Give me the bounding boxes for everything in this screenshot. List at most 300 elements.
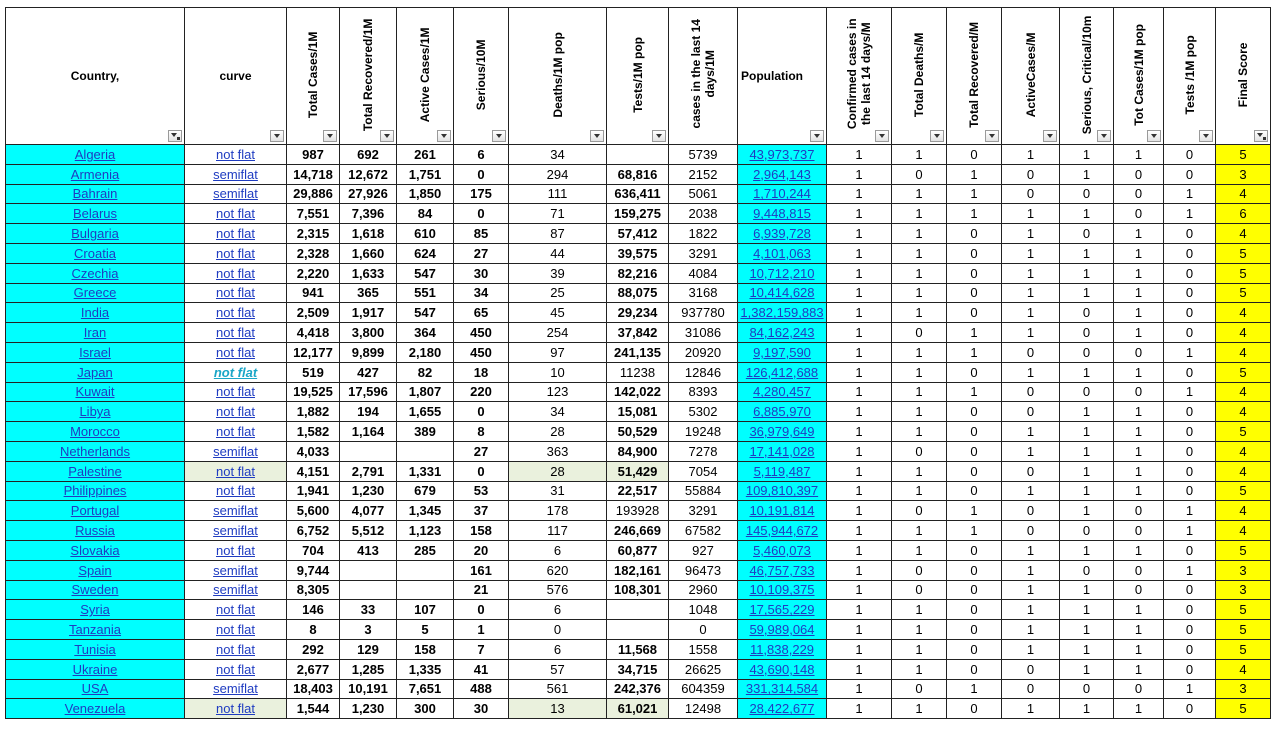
country-link[interactable]: Ukraine xyxy=(72,661,118,677)
cell-score-tot-cases[interactable] xyxy=(1114,382,1164,402)
cell-score-confirmed[interactable] xyxy=(827,145,892,165)
cell-tests[interactable] xyxy=(607,560,669,580)
cell-country[interactable] xyxy=(6,560,185,580)
country-link[interactable]: Czechia xyxy=(71,265,119,281)
cell-total-cases[interactable] xyxy=(287,263,340,283)
cell-score-tests[interactable] xyxy=(1164,461,1216,481)
cell-country[interactable] xyxy=(6,263,185,283)
cell-score-active[interactable] xyxy=(1002,283,1060,303)
cell-score-active[interactable] xyxy=(1002,600,1060,620)
cell-cases-14-days[interactable] xyxy=(669,481,738,501)
population-link[interactable]: 11,838,229 xyxy=(749,641,815,657)
cell-score-tests[interactable] xyxy=(1164,224,1216,244)
cell-active-cases[interactable] xyxy=(397,659,454,679)
cell-score-deaths[interactable] xyxy=(892,402,947,422)
cell-score-tot-cases[interactable] xyxy=(1114,263,1164,283)
cell-active-cases[interactable] xyxy=(397,481,454,501)
cell-population[interactable] xyxy=(738,402,827,422)
cell-score-confirmed[interactable] xyxy=(827,362,892,382)
cell-cases-14-days[interactable] xyxy=(669,659,738,679)
cell-score-serious[interactable] xyxy=(1060,323,1114,343)
cell-population[interactable] xyxy=(738,580,827,600)
cell-tests[interactable] xyxy=(607,323,669,343)
cell-deaths[interactable] xyxy=(509,441,607,461)
cell-active-cases[interactable] xyxy=(397,441,454,461)
cell-serious[interactable] xyxy=(454,164,509,184)
population-link[interactable]: 10,109,375 xyxy=(749,582,815,598)
cell-tests[interactable] xyxy=(607,699,669,719)
cell-serious[interactable] xyxy=(454,461,509,481)
cell-score-recovered[interactable] xyxy=(947,679,1002,699)
population-link[interactable]: 84,162,243 xyxy=(749,325,815,341)
curve-link[interactable]: not flat xyxy=(215,641,256,657)
cell-score-active[interactable] xyxy=(1002,679,1060,699)
cell-score-serious[interactable] xyxy=(1060,659,1114,679)
curve-link[interactable]: not flat xyxy=(215,661,256,677)
curve-link[interactable]: not flat xyxy=(215,206,256,222)
cell-deaths[interactable] xyxy=(509,659,607,679)
filter-dropdown-icon[interactable] xyxy=(985,130,999,142)
cell-score-recovered[interactable] xyxy=(947,639,1002,659)
cell-tests[interactable] xyxy=(607,659,669,679)
filter-dropdown-icon[interactable] xyxy=(1097,130,1111,142)
cell-deaths[interactable] xyxy=(509,699,607,719)
cell-cases-14-days[interactable] xyxy=(669,382,738,402)
cell-final-score[interactable] xyxy=(1216,600,1271,620)
cell-curve[interactable] xyxy=(185,580,287,600)
cell-score-active[interactable] xyxy=(1002,639,1060,659)
population-link[interactable]: 10,712,210 xyxy=(749,265,815,281)
cell-total-recovered[interactable] xyxy=(340,679,397,699)
cell-serious[interactable] xyxy=(454,362,509,382)
cell-cases-14-days[interactable] xyxy=(669,204,738,224)
cell-score-recovered[interactable] xyxy=(947,263,1002,283)
cell-country[interactable] xyxy=(6,283,185,303)
curve-link[interactable]: semiflat xyxy=(213,582,258,598)
cell-score-deaths[interactable] xyxy=(892,303,947,323)
cell-deaths[interactable] xyxy=(509,323,607,343)
cell-curve[interactable] xyxy=(185,501,287,521)
cell-score-active[interactable] xyxy=(1002,659,1060,679)
cell-score-deaths[interactable] xyxy=(892,224,947,244)
cell-tests[interactable] xyxy=(607,441,669,461)
cell-cases-14-days[interactable] xyxy=(669,620,738,640)
population-link[interactable]: 10,414,628 xyxy=(749,285,815,301)
cell-country[interactable] xyxy=(6,679,185,699)
curve-link[interactable]: not flat xyxy=(215,542,256,558)
cell-curve[interactable] xyxy=(185,620,287,640)
cell-score-deaths[interactable] xyxy=(892,600,947,620)
cell-country[interactable] xyxy=(6,461,185,481)
cell-tests[interactable] xyxy=(607,184,669,204)
cell-total-cases[interactable] xyxy=(287,402,340,422)
cell-curve[interactable] xyxy=(185,540,287,560)
cell-score-serious[interactable] xyxy=(1060,501,1114,521)
cell-population[interactable] xyxy=(738,540,827,560)
cell-tests[interactable] xyxy=(607,382,669,402)
cell-active-cases[interactable] xyxy=(397,362,454,382)
cell-score-tests[interactable] xyxy=(1164,639,1216,659)
cell-score-serious[interactable] xyxy=(1060,481,1114,501)
cell-score-confirmed[interactable] xyxy=(827,600,892,620)
cell-serious[interactable] xyxy=(454,501,509,521)
cell-score-deaths[interactable] xyxy=(892,204,947,224)
cell-final-score[interactable] xyxy=(1216,422,1271,442)
country-link[interactable]: Venezuela xyxy=(64,701,126,717)
cell-total-recovered[interactable] xyxy=(340,580,397,600)
cell-score-deaths[interactable] xyxy=(892,164,947,184)
cell-cases-14-days[interactable] xyxy=(669,164,738,184)
cell-active-cases[interactable] xyxy=(397,204,454,224)
cell-score-recovered[interactable] xyxy=(947,481,1002,501)
country-link[interactable]: Philippines xyxy=(63,483,127,499)
cell-curve[interactable] xyxy=(185,461,287,481)
cell-country[interactable] xyxy=(6,323,185,343)
cell-tests[interactable] xyxy=(607,422,669,442)
cell-tests[interactable] xyxy=(607,204,669,224)
country-link[interactable]: USA xyxy=(81,681,109,697)
cell-active-cases[interactable] xyxy=(397,184,454,204)
country-link[interactable]: Syria xyxy=(80,602,110,618)
cell-score-deaths[interactable] xyxy=(892,184,947,204)
curve-link[interactable]: not flat xyxy=(215,602,256,618)
cell-total-recovered[interactable] xyxy=(340,323,397,343)
cell-active-cases[interactable] xyxy=(397,402,454,422)
cell-total-recovered[interactable] xyxy=(340,441,397,461)
population-link[interactable]: 36,979,649 xyxy=(749,424,815,440)
curve-link[interactable]: not flat xyxy=(215,424,256,440)
curve-link[interactable]: not flat xyxy=(215,226,256,242)
cell-score-confirmed[interactable] xyxy=(827,659,892,679)
cell-total-recovered[interactable] xyxy=(340,600,397,620)
cell-score-active[interactable] xyxy=(1002,323,1060,343)
country-link[interactable]: Morocco xyxy=(70,424,120,440)
curve-link[interactable]: not flat xyxy=(215,245,256,261)
cell-score-tot-cases[interactable] xyxy=(1114,639,1164,659)
cell-country[interactable] xyxy=(6,441,185,461)
cell-total-recovered[interactable] xyxy=(340,283,397,303)
cell-serious[interactable] xyxy=(454,382,509,402)
cell-score-deaths[interactable] xyxy=(892,382,947,402)
cell-final-score[interactable] xyxy=(1216,402,1271,422)
cell-deaths[interactable] xyxy=(509,560,607,580)
cell-curve[interactable] xyxy=(185,342,287,362)
cell-score-active[interactable] xyxy=(1002,263,1060,283)
cell-score-tests[interactable] xyxy=(1164,560,1216,580)
population-link[interactable]: 17,141,028 xyxy=(749,443,815,459)
cell-score-deaths[interactable] xyxy=(892,699,947,719)
cell-active-cases[interactable] xyxy=(397,501,454,521)
cell-score-tot-cases[interactable] xyxy=(1114,699,1164,719)
cell-score-recovered[interactable] xyxy=(947,145,1002,165)
cell-country[interactable] xyxy=(6,521,185,541)
cell-country[interactable] xyxy=(6,362,185,382)
cell-score-tests[interactable] xyxy=(1164,659,1216,679)
cell-score-deaths[interactable] xyxy=(892,342,947,362)
cell-total-recovered[interactable] xyxy=(340,184,397,204)
cell-score-deaths[interactable] xyxy=(892,521,947,541)
cell-total-cases[interactable] xyxy=(287,204,340,224)
cell-serious[interactable] xyxy=(454,323,509,343)
cell-population[interactable] xyxy=(738,600,827,620)
filter-dropdown-icon[interactable] xyxy=(270,130,284,142)
cell-total-cases[interactable] xyxy=(287,699,340,719)
cell-score-active[interactable] xyxy=(1002,501,1060,521)
cell-score-tot-cases[interactable] xyxy=(1114,204,1164,224)
cell-deaths[interactable] xyxy=(509,184,607,204)
cell-score-recovered[interactable] xyxy=(947,243,1002,263)
filter-dropdown-icon[interactable] xyxy=(590,130,604,142)
cell-score-active[interactable] xyxy=(1002,422,1060,442)
cell-serious[interactable] xyxy=(454,699,509,719)
country-link[interactable]: Japan xyxy=(77,364,113,380)
cell-score-serious[interactable] xyxy=(1060,639,1114,659)
cell-score-confirmed[interactable] xyxy=(827,283,892,303)
cell-score-active[interactable] xyxy=(1002,204,1060,224)
curve-link[interactable]: not flat xyxy=(213,364,258,380)
cell-curve[interactable] xyxy=(185,184,287,204)
cell-serious[interactable] xyxy=(454,283,509,303)
curve-link[interactable]: semiflat xyxy=(213,443,258,459)
cell-total-cases[interactable] xyxy=(287,620,340,640)
cell-score-tot-cases[interactable] xyxy=(1114,521,1164,541)
cell-curve[interactable] xyxy=(185,224,287,244)
cell-curve[interactable] xyxy=(185,659,287,679)
cell-score-confirmed[interactable] xyxy=(827,501,892,521)
cell-population[interactable] xyxy=(738,342,827,362)
curve-link[interactable]: not flat xyxy=(215,384,256,400)
filter-dropdown-icon[interactable] xyxy=(1043,130,1057,142)
country-link[interactable]: Greece xyxy=(73,285,117,301)
cell-country[interactable] xyxy=(6,580,185,600)
cell-tests[interactable] xyxy=(607,342,669,362)
cell-active-cases[interactable] xyxy=(397,461,454,481)
cell-score-confirmed[interactable] xyxy=(827,461,892,481)
cell-curve[interactable] xyxy=(185,679,287,699)
cell-score-tot-cases[interactable] xyxy=(1114,679,1164,699)
cell-score-confirmed[interactable] xyxy=(827,481,892,501)
cell-score-tests[interactable] xyxy=(1164,184,1216,204)
population-link[interactable]: 9,197,590 xyxy=(753,344,811,360)
cell-cases-14-days[interactable] xyxy=(669,600,738,620)
cell-final-score[interactable] xyxy=(1216,263,1271,283)
cell-total-cases[interactable] xyxy=(287,323,340,343)
cell-total-cases[interactable] xyxy=(287,441,340,461)
cell-score-recovered[interactable] xyxy=(947,164,1002,184)
cell-total-cases[interactable] xyxy=(287,422,340,442)
cell-score-tot-cases[interactable] xyxy=(1114,323,1164,343)
cell-score-serious[interactable] xyxy=(1060,580,1114,600)
population-link[interactable]: 6,939,728 xyxy=(753,226,811,242)
cell-serious[interactable] xyxy=(454,303,509,323)
curve-link[interactable]: not flat xyxy=(215,622,256,638)
cell-total-cases[interactable] xyxy=(287,164,340,184)
cell-serious[interactable] xyxy=(454,540,509,560)
cell-score-recovered[interactable] xyxy=(947,283,1002,303)
cell-score-confirmed[interactable] xyxy=(827,263,892,283)
population-link[interactable]: 5,119,487 xyxy=(753,463,811,479)
cell-total-recovered[interactable] xyxy=(340,145,397,165)
cell-total-cases[interactable] xyxy=(287,580,340,600)
cell-deaths[interactable] xyxy=(509,639,607,659)
country-link[interactable]: Libya xyxy=(79,404,111,420)
cell-score-serious[interactable] xyxy=(1060,521,1114,541)
cell-curve[interactable] xyxy=(185,204,287,224)
cell-score-confirmed[interactable] xyxy=(827,422,892,442)
cell-population[interactable] xyxy=(738,382,827,402)
filter-dropdown-icon[interactable] xyxy=(810,130,824,142)
cell-country[interactable] xyxy=(6,659,185,679)
cell-score-recovered[interactable] xyxy=(947,699,1002,719)
cell-score-tests[interactable] xyxy=(1164,243,1216,263)
cell-score-deaths[interactable] xyxy=(892,441,947,461)
cell-deaths[interactable] xyxy=(509,501,607,521)
cell-score-tests[interactable] xyxy=(1164,600,1216,620)
cell-total-cases[interactable] xyxy=(287,461,340,481)
cell-curve[interactable] xyxy=(185,362,287,382)
cell-score-serious[interactable] xyxy=(1060,224,1114,244)
curve-link[interactable]: semiflat xyxy=(213,186,258,202)
cell-score-deaths[interactable] xyxy=(892,540,947,560)
cell-score-serious[interactable] xyxy=(1060,699,1114,719)
cell-active-cases[interactable] xyxy=(397,699,454,719)
cell-deaths[interactable] xyxy=(509,303,607,323)
cell-deaths[interactable] xyxy=(509,283,607,303)
cell-total-recovered[interactable] xyxy=(340,263,397,283)
cell-population[interactable] xyxy=(738,323,827,343)
cell-cases-14-days[interactable] xyxy=(669,303,738,323)
cell-total-cases[interactable] xyxy=(287,342,340,362)
cell-score-serious[interactable] xyxy=(1060,402,1114,422)
cell-total-cases[interactable] xyxy=(287,659,340,679)
cell-score-recovered[interactable] xyxy=(947,600,1002,620)
cell-score-confirmed[interactable] xyxy=(827,639,892,659)
curve-link[interactable]: not flat xyxy=(215,305,256,321)
cell-serious[interactable] xyxy=(454,580,509,600)
cell-score-deaths[interactable] xyxy=(892,283,947,303)
cell-score-tot-cases[interactable] xyxy=(1114,600,1164,620)
cell-total-cases[interactable] xyxy=(287,382,340,402)
cell-total-cases[interactable] xyxy=(287,303,340,323)
country-link[interactable]: Tunisia xyxy=(74,641,116,657)
filter-dropdown-icon[interactable] xyxy=(1147,130,1161,142)
cell-total-cases[interactable] xyxy=(287,639,340,659)
cell-score-tot-cases[interactable] xyxy=(1114,501,1164,521)
cell-country[interactable] xyxy=(6,699,185,719)
cell-total-recovered[interactable] xyxy=(340,481,397,501)
cell-population[interactable] xyxy=(738,184,827,204)
cell-score-recovered[interactable] xyxy=(947,521,1002,541)
cell-population[interactable] xyxy=(738,639,827,659)
cell-country[interactable] xyxy=(6,481,185,501)
cell-score-active[interactable] xyxy=(1002,224,1060,244)
population-link[interactable]: 43,973,737 xyxy=(749,146,815,162)
cell-deaths[interactable] xyxy=(509,679,607,699)
cell-country[interactable] xyxy=(6,422,185,442)
cell-tests[interactable] xyxy=(607,402,669,422)
cell-active-cases[interactable] xyxy=(397,521,454,541)
cell-cases-14-days[interactable] xyxy=(669,699,738,719)
cell-score-tests[interactable] xyxy=(1164,501,1216,521)
cell-score-tot-cases[interactable] xyxy=(1114,164,1164,184)
curve-link[interactable]: not flat xyxy=(215,463,256,479)
cell-total-recovered[interactable] xyxy=(340,402,397,422)
cell-score-recovered[interactable] xyxy=(947,422,1002,442)
cell-population[interactable] xyxy=(738,145,827,165)
cell-score-tests[interactable] xyxy=(1164,679,1216,699)
cell-score-recovered[interactable] xyxy=(947,224,1002,244)
cell-final-score[interactable] xyxy=(1216,580,1271,600)
cell-total-recovered[interactable] xyxy=(340,540,397,560)
cell-curve[interactable] xyxy=(185,441,287,461)
country-link[interactable]: Iran xyxy=(83,325,107,341)
cell-final-score[interactable] xyxy=(1216,699,1271,719)
cell-curve[interactable] xyxy=(185,699,287,719)
cell-population[interactable] xyxy=(738,441,827,461)
cell-score-serious[interactable] xyxy=(1060,303,1114,323)
curve-link[interactable]: semiflat xyxy=(213,681,258,697)
cell-total-cases[interactable] xyxy=(287,600,340,620)
cell-population[interactable] xyxy=(738,303,827,323)
cell-tests[interactable] xyxy=(607,164,669,184)
cell-score-confirmed[interactable] xyxy=(827,620,892,640)
cell-cases-14-days[interactable] xyxy=(669,441,738,461)
curve-link[interactable]: semiflat xyxy=(213,503,258,519)
cell-total-recovered[interactable] xyxy=(340,659,397,679)
cell-score-serious[interactable] xyxy=(1060,204,1114,224)
cell-cases-14-days[interactable] xyxy=(669,184,738,204)
cell-score-tests[interactable] xyxy=(1164,481,1216,501)
cell-score-tests[interactable] xyxy=(1164,342,1216,362)
cell-deaths[interactable] xyxy=(509,600,607,620)
cell-tests[interactable] xyxy=(607,521,669,541)
filter-dropdown-icon[interactable] xyxy=(380,130,394,142)
cell-deaths[interactable] xyxy=(509,204,607,224)
cell-serious[interactable] xyxy=(454,600,509,620)
curve-link[interactable]: not flat xyxy=(215,404,256,420)
cell-score-tests[interactable] xyxy=(1164,283,1216,303)
cell-score-active[interactable] xyxy=(1002,540,1060,560)
filter-dropdown-icon[interactable] xyxy=(323,130,337,142)
cell-active-cases[interactable] xyxy=(397,382,454,402)
cell-score-serious[interactable] xyxy=(1060,679,1114,699)
cell-score-deaths[interactable] xyxy=(892,461,947,481)
cell-score-deaths[interactable] xyxy=(892,679,947,699)
cell-active-cases[interactable] xyxy=(397,263,454,283)
filter-dropdown-icon[interactable] xyxy=(652,130,666,142)
cell-final-score[interactable] xyxy=(1216,243,1271,263)
cell-final-score[interactable] xyxy=(1216,461,1271,481)
cell-score-deaths[interactable] xyxy=(892,560,947,580)
cell-score-serious[interactable] xyxy=(1060,164,1114,184)
curve-link[interactable]: not flat xyxy=(215,344,256,360)
cell-total-recovered[interactable] xyxy=(340,620,397,640)
cell-country[interactable] xyxy=(6,145,185,165)
cell-total-recovered[interactable] xyxy=(340,560,397,580)
cell-curve[interactable] xyxy=(185,402,287,422)
cell-total-cases[interactable] xyxy=(287,481,340,501)
cell-cases-14-days[interactable] xyxy=(669,639,738,659)
cell-country[interactable] xyxy=(6,342,185,362)
cell-total-recovered[interactable] xyxy=(340,224,397,244)
cell-score-serious[interactable] xyxy=(1060,600,1114,620)
cell-deaths[interactable] xyxy=(509,382,607,402)
cell-curve[interactable] xyxy=(185,521,287,541)
cell-country[interactable] xyxy=(6,402,185,422)
cell-serious[interactable] xyxy=(454,342,509,362)
cell-cases-14-days[interactable] xyxy=(669,342,738,362)
filter-dropdown-icon[interactable] xyxy=(875,130,889,142)
